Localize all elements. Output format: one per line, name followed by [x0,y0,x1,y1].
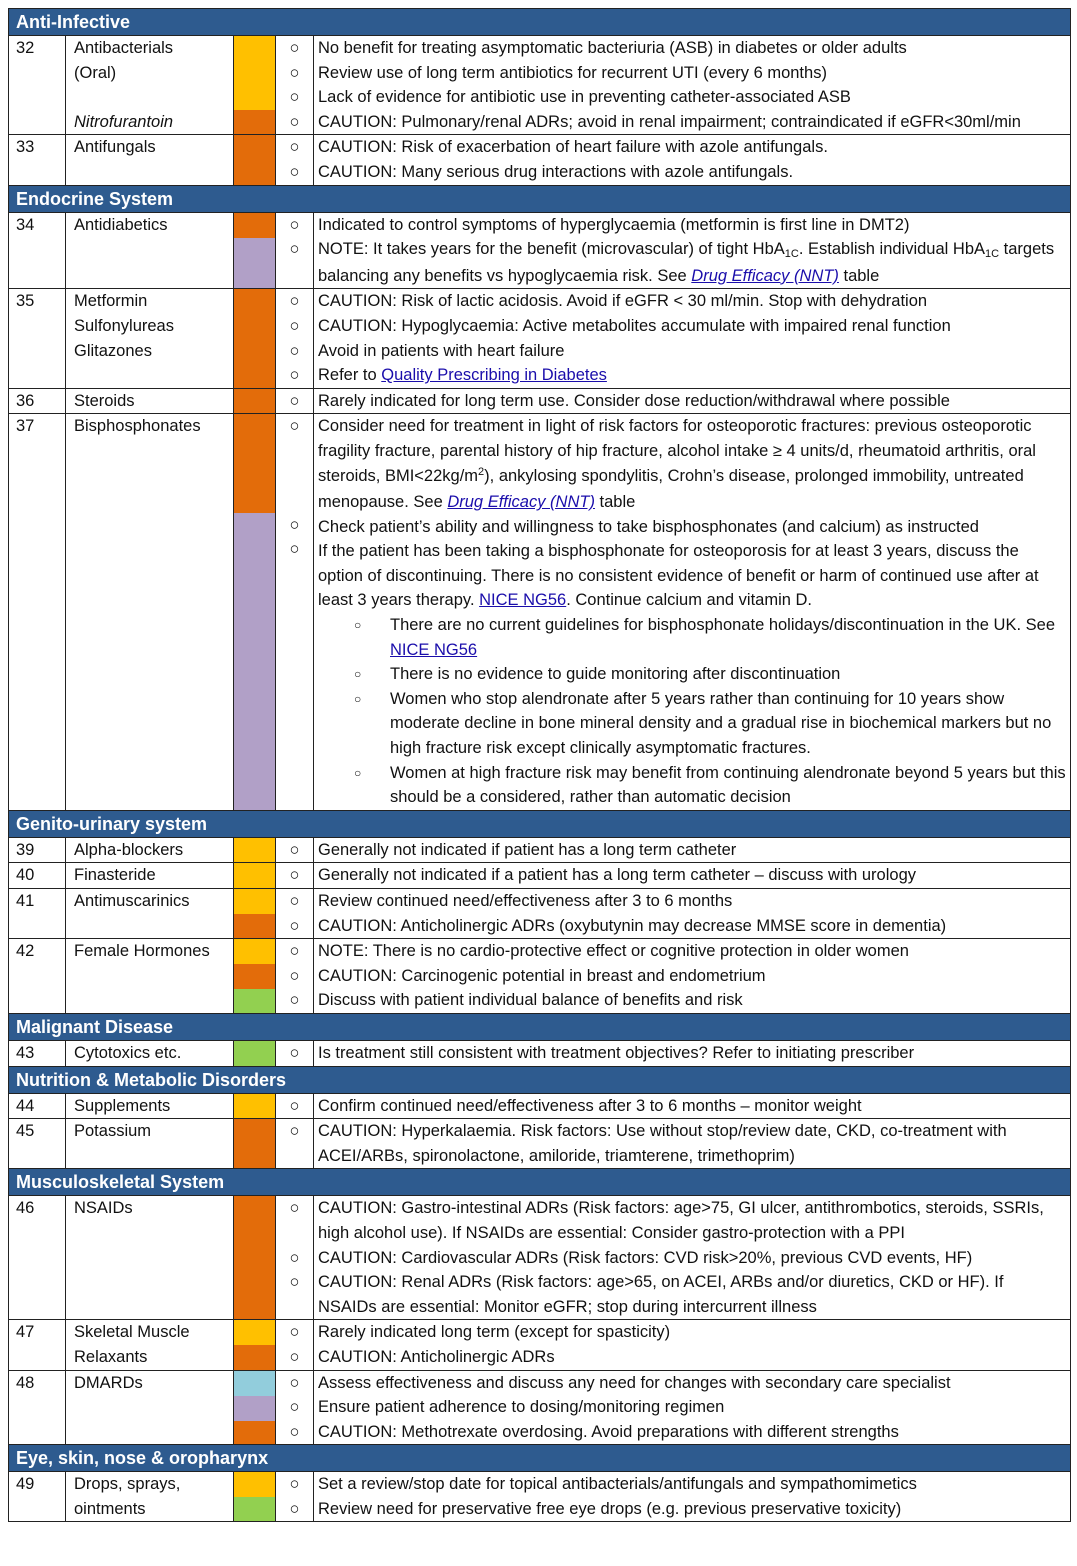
drug-name: Drops, sprays, [74,1475,181,1494]
bullet-icon: ○ [289,916,300,935]
drug-name: Antifungals [66,135,234,185]
guidance-item: Confirm continued need/effectiveness after 3 to 6 months – monitor weight [314,1093,1071,1119]
guidance-cell [314,36,1071,135]
guidance-item: Set a review/stop date for topical antibacterials/antifungals and sympathomimetics [318,1475,917,1494]
priority-color-cell [234,1320,276,1370]
bullet-icon: ○ [289,1398,300,1417]
amber-indicator [234,1093,276,1119]
sub-guidance-item: ○ Women at high fracture risk may benefit from continuing alendronate beyond 5 years but this should be a considered, rather than automatic decision [318,761,1066,810]
drug-efficacy-link[interactable]: Drug Efficacy (NNT) [691,266,839,285]
bullet-icon: ○ [289,162,300,181]
guidance-item: CAUTION: Risk of lactic acidosis. Avoid if eGFR < 30 ml/min. Stop with dehydration [318,292,928,311]
guidance-item: Avoid in patients with heart failure [318,341,565,360]
drug-name: Metformin [74,292,148,311]
row-number: 43 [9,1040,66,1066]
bullet-icon: ○ [289,341,300,360]
drug-name: Alpha-blockers [66,837,234,863]
row-number: 40 [9,863,66,889]
bullet-icon: ○ [289,892,300,910]
guidance-item: CAUTION: Anticholinergic ADRs [318,1347,555,1366]
drug-name: Nitrofurantoin [74,112,174,131]
bullet-column [276,1370,314,1445]
table-row [9,414,1071,811]
drug-name: DMARDs [66,1370,234,1445]
bullet-icon: ○ [289,1122,300,1141]
guidance-item: Discuss with patient individual balance of benefits and risk [318,991,743,1010]
bullet-icon: ○ [289,1347,300,1366]
bullet-column [276,388,314,414]
drug-name: Steroids [66,388,234,414]
guidance-cell [314,1472,1071,1522]
row-number: 49 [9,1472,66,1522]
drug-name: Cytotoxics etc. [66,1040,234,1066]
bullet-icon: ○ [289,540,300,559]
purple-indicator [234,513,275,810]
guidance-item: CAUTION: Hypoglycaemia: Active metabolites accumulate with impaired renal function [318,316,951,335]
table-row [9,889,1071,939]
guidance-item: Rarely indicated for long term use. Consider dose reduction/withdrawal where possible [314,388,1071,414]
priority-color-cell [234,889,276,939]
bullet-icon: ○ [289,63,300,82]
priority-color-cell [234,1472,276,1522]
bullet-icon: ○ [289,316,300,335]
row-number: 37 [9,414,66,811]
section-title: Malignant Disease [9,1013,1071,1040]
bullet-icon: ○ [289,292,300,311]
drug-name: ointments [74,1499,146,1518]
orange-indicator [234,414,275,513]
guidance-cell [314,212,1071,289]
bullet-icon: ○ [289,1422,300,1441]
priority-color-cell [234,1370,276,1445]
table-row [9,939,1071,1014]
amber-indicator [234,1472,275,1497]
orange-indicator [234,1119,276,1169]
guidance-cell [314,1370,1071,1445]
section-header-nutrition [9,1066,1071,1093]
guidance-item: CAUTION: Methotrexate overdosing. Avoid preparations with different strengths [318,1422,899,1441]
guidance-item: CAUTION: Renal ADRs (Risk factors: age>65, on ACEI, ARBs and/or diuretics, CKD or HF). If NSAIDs are essential: Monitor eGFR; stop during intercurrent illness [318,1273,1004,1316]
section-header-eye-skin [9,1445,1071,1472]
bullet-column [276,1093,314,1119]
bullet-icon: ○ [289,1373,300,1392]
row-number: 32 [9,36,66,135]
drug-name: Antidiabetics [66,212,234,289]
orange-indicator [234,388,276,414]
guidance-item: Generally not indicated if a patient has a long term catheter – discuss with urology [314,863,1071,889]
bullet-icon: ○ [289,942,300,961]
bullet-column [276,863,314,889]
orange-indicator [234,1421,275,1445]
amber-indicator [234,889,275,914]
guidance-cell [314,1320,1071,1370]
section-header-anti-infective [9,9,1071,36]
guidance-item: Review need for preservative free eye drops (e.g. previous preservative toxicity) [318,1499,902,1518]
bullet-icon: ○ [289,391,300,410]
row-number: 36 [9,388,66,414]
drug-name: NSAIDs [66,1196,234,1320]
amber-indicator [234,837,276,863]
bullet-icon: ○ [289,1323,300,1342]
bullet-icon: ○ [289,88,300,107]
sub-guidance-item: ○ There is no evidence to guide monitoring after discontinuation [318,662,1066,687]
drug-name: Glitazones [74,341,152,360]
orange-indicator [234,289,276,388]
guidance-item: Generally not indicated if patient has a long term catheter [314,837,1071,863]
drug-name: Bisphosphonates [66,414,234,811]
guidance-item: Review continued need/effectiveness after 3 to 6 months [318,892,733,910]
row-number: 41 [9,889,66,939]
drug-name: Potassium [66,1119,234,1169]
priority-color-cell [234,414,276,811]
section-title: Nutrition & Metabolic Disorders [9,1066,1071,1093]
drug-name: (Oral) [74,63,117,82]
guidance-cell [314,889,1071,939]
guidance-item: CAUTION: Anticholinergic ADRs (oxybutynin may decrease MMSE score in dementia) [318,916,947,935]
sub-guidance-item: ○ There are no current guidelines for bisphosphonate holidays/discontinuation in the UK. See NICE NG56 [318,613,1066,662]
guidance-item: CAUTION: Pulmonary/renal ADRs; avoid in renal impairment; contraindicated if eGFR<30ml/min [318,112,1021,131]
drug-name: Female Hormones [66,939,234,1014]
spacer [74,85,233,110]
drug-class-cell [66,1320,234,1370]
guidance-item: Is treatment still consistent with treatment objectives? Refer to initiating prescriber [314,1040,1071,1066]
guidance-item: NOTE: It takes years for the benefit (microvascular) of tight HbA1C. Establish individual HbA1C targets balancing any benefits vs hypoglycaemia risk. See Drug Efficacy (NNT) table [318,240,1055,285]
drug-class-cell [66,1472,234,1522]
table-row [9,36,1071,135]
green-indicator [234,1040,276,1066]
guidance-item: CAUTION: Cardiovascular ADRs (Risk factors: CVD risk>20%, previous CVD events, HF) [318,1248,973,1267]
guidance-item: Check patient’s ability and willingness to take bisphosphonates (and calcium) as instructed [318,517,979,536]
guidance-cell [314,289,1071,388]
bullet-icon: ○ [289,840,300,859]
bullet-icon: ○ [289,966,300,985]
bullet-icon: ○ [289,417,300,436]
bullet-column [276,212,314,289]
bullet-icon: ○ [289,215,300,234]
drug-name: Antimuscarinics [66,889,234,939]
row-number: 47 [9,1320,66,1370]
priority-color-cell [234,212,276,289]
bullet-column [276,889,314,939]
guidance-item: No benefit for treating asymptomatic bacteriuria (ASB) in diabetes or older adults [318,39,907,57]
amber-indicator [234,36,275,110]
bullet-column [276,1196,314,1320]
drug-name: Sulfonylureas [74,316,174,335]
section-title: Genito-urinary system [9,810,1071,837]
orange-indicator [234,914,275,938]
guidance-item: NOTE: There is no cardio-protective effect or cognitive protection in older women [318,942,909,961]
guidance-item: Assess effectiveness and discuss any need for changes with secondary care specialist [318,1373,951,1392]
table-row [9,212,1071,289]
table-row [9,863,1071,889]
bullet-icon: ○ [289,366,300,385]
section-header-malignant [9,1013,1071,1040]
table-row [9,135,1071,185]
table-row [9,1196,1071,1320]
bullet-icon: ○ [289,1043,300,1062]
row-number: 45 [9,1119,66,1169]
bullet-icon: ○ [289,991,300,1010]
bullet-column [276,939,314,1014]
bullet-icon: ○ [289,515,300,534]
sub-guidance-item: ○ Women who stop alendronate after 5 years rather than continuing for 10 years show moderate decline in bone mineral density and a gradual rise in biochemical markers but no high fracture risk except clinically asymptomatic fractures. [318,687,1066,761]
green-indicator [234,989,275,1013]
purple-indicator [234,1396,275,1421]
drug-name: Skeletal Muscle [74,1323,190,1342]
section-title: Anti-Infective [9,9,1071,36]
row-number: 44 [9,1093,66,1119]
section-title: Endocrine System [9,185,1071,212]
drug-name: Relaxants [74,1347,148,1366]
guidance-item: Rarely indicated long term (except for spasticity) [318,1323,671,1342]
guidance-cell [314,414,1071,811]
guidance-cell [314,135,1071,185]
guidance-item: Refer to Quality Prescribing in Diabetes [318,366,607,385]
drug-name: Antibacterials [74,39,174,57]
table-row [9,1370,1071,1445]
bullet-icon: ○ [289,112,300,131]
drug-efficacy-link[interactable]: Drug Efficacy (NNT) [447,493,595,512]
guidance-item: Consider need for treatment in light of risk factors for osteoporotic fractures: previous osteoporotic fragility fracture, parental history of hip fracture, alcohol intake ≥ 4 units/d, rheumatoid arthritis, oral steroids, $BMI<22kg/m^2$), ankylosing spondylitis, Crohn’s disease, prolonged immobility, untreated menopause. See Drug Efficacy (NNT) table [318,417,1036,512]
guidance-item: CAUTION: Hyperkalaemia. Risk factors: Use without stop/review date, CKD, co-treatment with ACEI/ARBs, spironolactone, amiloride, triamterene, trimethoprim) [314,1119,1071,1169]
bullet-icon: ○ [289,1096,300,1115]
table-row [9,1320,1071,1370]
table-row [9,1040,1071,1066]
bullet-icon: ○ [289,1199,300,1218]
priority-color-cell [234,939,276,1014]
bullet-column [276,837,314,863]
orange-indicator [234,1345,275,1369]
orange-indicator [234,110,275,134]
bullet-icon: ○ [289,866,300,885]
amber-indicator [234,863,276,889]
orange-indicator [234,135,276,185]
drug-class-cell [66,36,234,135]
bullet-icon: ○ [289,1475,300,1494]
row-number: 39 [9,837,66,863]
bullet-column [276,1472,314,1522]
medication-review-table [8,8,1071,1522]
bullet-icon: ○ [289,1273,300,1292]
table-row [9,1093,1071,1119]
guidance-item: CAUTION: Carcinogenic potential in breast and endometrium [318,966,766,985]
priority-color-cell [234,36,276,135]
guidance-item: CAUTION: Risk of exacerbation of heart failure with azole antifungals. [318,138,828,157]
bullet-column [276,414,314,811]
row-number: 46 [9,1196,66,1320]
table-row [9,289,1071,388]
orange-indicator [234,213,275,238]
bullet-column [276,289,314,388]
table-row [9,837,1071,863]
bullet-column [276,135,314,185]
drug-name: Finasteride [66,863,234,889]
guidance-item: Lack of evidence for antibiotic use in preventing catheter-associated ASB [318,88,851,107]
amber-indicator [234,939,275,964]
medication-review-table-page [8,8,1070,1522]
bullet-icon: ○ [289,1248,300,1267]
row-number: 34 [9,212,66,289]
bullet-column [276,1320,314,1370]
bullet-column [276,1040,314,1066]
row-number: 35 [9,289,66,388]
green-indicator [234,1497,275,1521]
section-title: Eye, skin, nose & oropharynx [9,1445,1071,1472]
table-row [9,1119,1071,1169]
section-title: Musculoskeletal System [9,1169,1071,1196]
guidance-cell [314,939,1071,1014]
quality-prescribing-link[interactable]: Quality Prescribing in Diabetes [381,366,607,385]
bullet-icon: ○ [289,138,300,157]
row-number: 48 [9,1370,66,1445]
bullet-column [276,36,314,135]
section-header-genito-urinary [9,810,1071,837]
row-number: 33 [9,135,66,185]
guidance-item: CAUTION: Gastro-intestinal ADRs (Risk factors: age>75, GI ulcer, antithrombotics, steroids, SSRIs, high alcohol use). If NSAIDs are essential: Consider gastro-protection with a PPI [318,1199,1044,1242]
drug-class-cell [66,289,234,388]
bullet-column [276,1119,314,1169]
guidance-item: If the patient has been taking a bisphosphonate for osteoporosis for at least 3 years, discuss the option of discontinuing. There is no consistent evidence of benefit or harm of continued use after at least 3 years therapy. NICE NG56. Continue calcium and vitamin D. [318,542,1039,610]
guidance-item: Ensure patient adherence to dosing/monitoring regimen [318,1398,725,1417]
row-number: 42 [9,939,66,1014]
nice-ng56-link[interactable]: NICE NG56 [390,640,478,659]
bullet-icon: ○ [289,39,300,57]
orange-indicator [234,1196,276,1320]
orange-indicator [234,964,275,989]
teal-indicator [234,1371,275,1396]
nice-ng56-link[interactable]: NICE NG56 [479,591,567,610]
drug-name: Supplements [66,1093,234,1119]
guidance-item: Review use of long term antibiotics for recurrent UTI (every 6 months) [318,63,827,82]
section-header-endocrine [9,185,1071,212]
table-row [9,388,1071,414]
amber-indicator [234,1320,275,1345]
guidance-item: CAUTION: Many serious drug interactions with azole antifungals. [318,162,794,181]
purple-indicator [234,238,275,289]
bullet-icon: ○ [289,1499,300,1518]
guidance-item: Indicated to control symptoms of hyperglycaemia (metformin is first line in DMT2) [318,215,910,234]
bullet-icon: ○ [289,240,300,259]
guidance-cell [314,1196,1071,1320]
section-header-musculoskeletal [9,1169,1071,1196]
table-row [9,1472,1071,1522]
